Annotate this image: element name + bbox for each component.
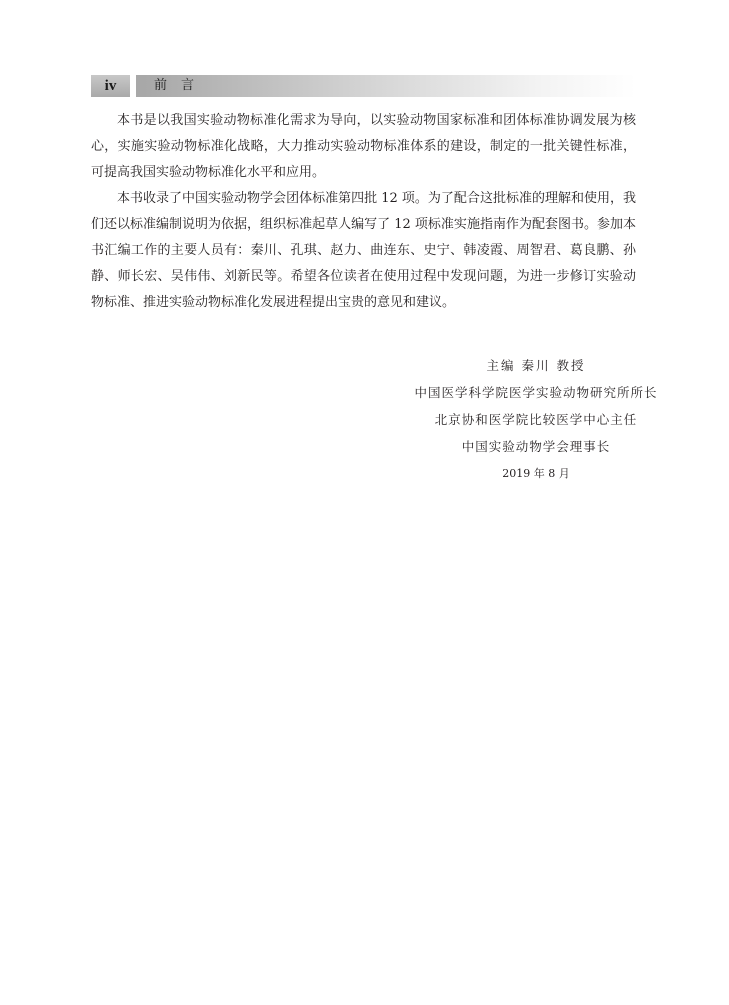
editor-line: 主编 秦川 教授	[486, 358, 586, 373]
affiliation-line: 中国实验动物学会理事长	[461, 439, 611, 454]
preface-body	[91, 108, 636, 316]
date-line: 2019 年 8 月	[502, 467, 570, 480]
page-header	[91, 75, 636, 97]
page-number: iv	[104, 78, 117, 94]
signature-block	[380, 352, 692, 487]
section-title: 前言	[154, 78, 209, 93]
paragraph: 本书收录了中国实验动物学会团体标准第四批 12 项。为了配合这批标准的理解和使用，我们还以标准编制说明为依据，组织标准起草人编写了 12 项标准实施指南作为配套图书。参加本书汇编工作的主要人员有：秦川、孔琪、赵力、曲连东、史宁、韩凌霞、周智君、葛良鹏、孙静、师长宏、吴伟伟、刘新民等。希望各位读者在使用过程中发现问题，为进一步修订实验动物标准、推进实验动物标准化发展进程提出宝贵的意见和建议。	[91, 191, 636, 310]
affiliation-line: 北京协和医学院比较医学中心主任	[434, 412, 638, 427]
affiliation-line: 中国医学科学院医学实验动物研究所所长	[414, 385, 658, 400]
header-gradient-strip	[144, 75, 636, 97]
paragraph: 本书是以我国实验动物标准化需求为导向，以实验动物国家标准和团体标准协调发展为核心，实施实验动物标准化战略，大力推动实验动物标准体系的建设，制定的一批关键性标准，可提高我国实验动物标准化水平和应用。	[91, 113, 636, 180]
header-block	[136, 75, 144, 97]
